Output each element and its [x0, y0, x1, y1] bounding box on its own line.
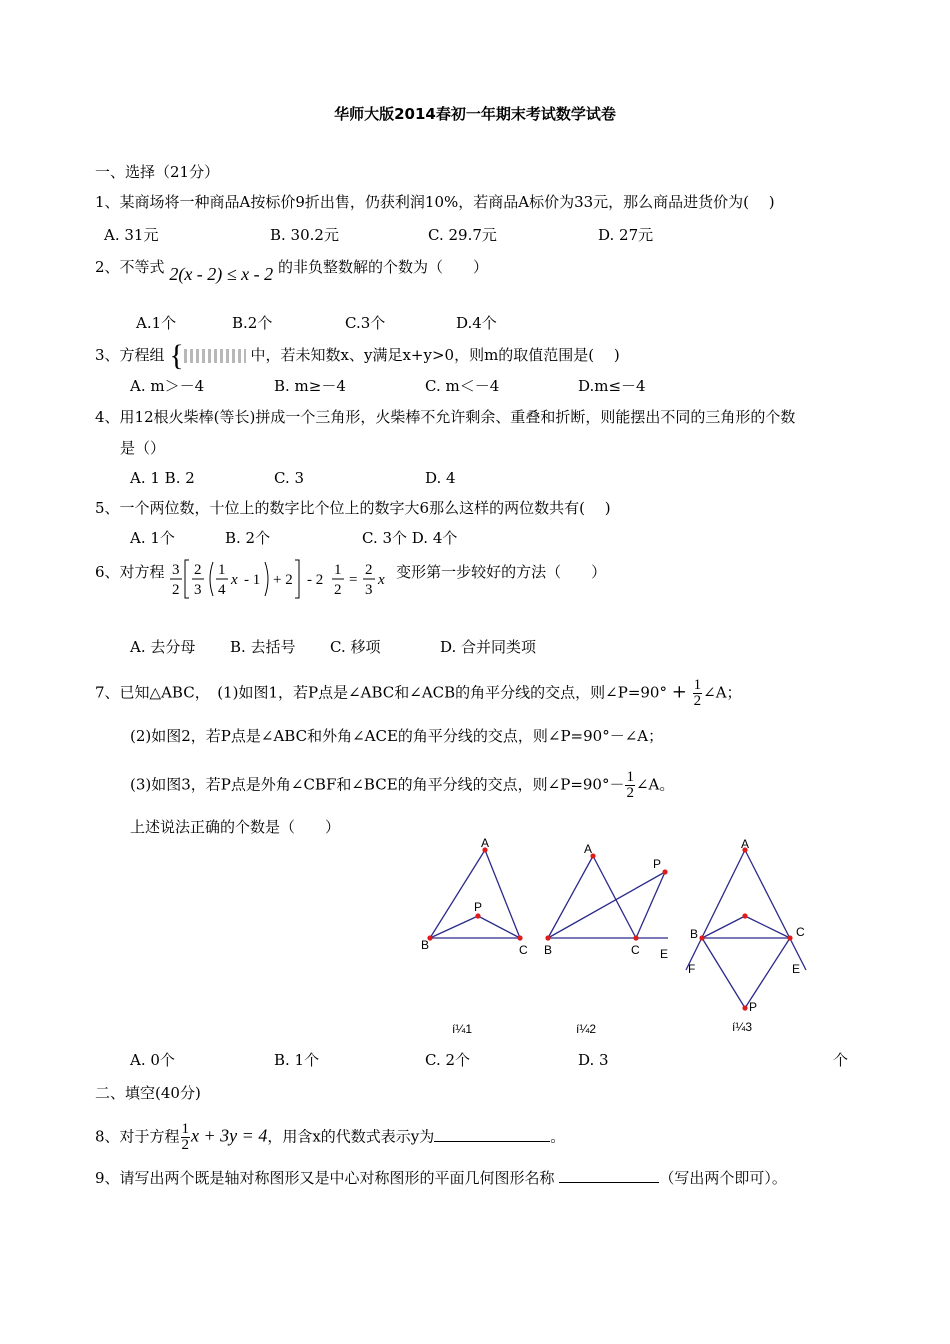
fig2-label-e: E [660, 947, 669, 961]
question-7-line-3 [130, 770, 674, 801]
q7-figures [410, 830, 870, 1040]
fig2-label-b: B [544, 943, 553, 957]
fig1-caption: í¼1 [452, 1022, 473, 1036]
svg-text:2: 2 [194, 562, 202, 578]
q7-line3-end: ∠A。 [635, 775, 675, 794]
svg-text:3: 3 [172, 562, 180, 578]
question-7-line-2: (2)如图2，若P点是∠ABC和外角∠ACE的角平分线的交点，则∠P=90°－∠A； [130, 727, 664, 745]
svg-text:3: 3 [365, 582, 373, 598]
q3-system-brace: { [169, 339, 184, 372]
q7-half-fraction-1: $\frac{1}{2}$ [693, 677, 702, 709]
q3-option-a: A. m＞－4 [130, 377, 205, 395]
fig3-label-a: A [741, 837, 750, 851]
section-fill-heading: 二、填空(40分) [95, 1084, 201, 1102]
q1-option-a: A. 31元 [104, 226, 159, 244]
q7-half-fraction-2: $\frac{1}{2}$ [626, 769, 634, 801]
svg-text:4: 4 [218, 582, 226, 598]
q2-prefix: 2、不等式 [95, 258, 165, 276]
svg-text:2: 2 [172, 582, 180, 598]
svg-text:2: 2 [365, 562, 373, 578]
question-6 [95, 562, 644, 602]
fig2-label-p: P [653, 857, 662, 871]
fig3-label-c: C [796, 925, 805, 939]
q2-option-d: D.4个 [456, 314, 497, 332]
q6-suffix: 变形第一步较好的方法（ ） [396, 563, 607, 581]
fig3-label-b: B [690, 927, 699, 941]
q5-option-b: B. 2个 [225, 529, 271, 547]
question-5: 5、一个两位数，十位上的数字比个位上的数字大6那么这样的两位数共有( ) [95, 499, 611, 517]
q9-text: 9、请写出两个既是轴对称图形又是中心对称图形的平面几何图形名称 [95, 1169, 555, 1187]
question-9 [95, 1168, 787, 1188]
q2-inequality: 2(x - 2) ≤ x - 2 [169, 264, 274, 284]
q3-option-b: B. m≥－4 [274, 377, 346, 395]
q4-option-d: D. 4 [425, 469, 456, 487]
q8-prefix: 8、对于方程 [95, 1127, 180, 1146]
q2-option-a: A.1个 [136, 314, 177, 332]
q6-option-b: B. 去括号 [230, 638, 296, 656]
q8-equation: x + 3y = 4 [191, 1125, 268, 1146]
question-2 [95, 256, 488, 284]
q7-line1-text: 7、已知△ABC， (1)如图1，若P点是∠ABC和∠ACB的角平分线的交点，则∠P=90° [95, 683, 667, 702]
q3-option-c: C. m＜－4 [425, 377, 500, 395]
q9-suffix: （写出两个即可）。 [659, 1169, 787, 1187]
section-choice-heading: 一、选择（21分） [95, 163, 220, 181]
question-7-line-1: 7、已知△ABC， (1)如图1，若P点是∠ABC和∠ACB的角平分线的交点，则∠P=90° + $\frac{1}{2}$ ∠A； [95, 677, 742, 709]
fig1-label-c: C [519, 943, 528, 957]
q3-system-image [184, 349, 246, 363]
fig2-label-a: A [584, 842, 593, 856]
q1-option-d: D. 27元 [598, 226, 654, 244]
fig3-caption: í¼3 [732, 1020, 753, 1034]
q1-option-c: C. 29.7元 [428, 226, 497, 244]
fig3-label-e: E [792, 962, 801, 976]
fig3-label-p: P [749, 1000, 758, 1014]
q9-answer-blank[interactable] [559, 1168, 659, 1183]
q4-option-c: C. 3 [274, 469, 305, 487]
q5-option-a: A. 1个 [130, 529, 175, 547]
question-4-line-1: 4、用12根火柴棒(等长)拼成一个三角形，火柴棒不允许剩余、重叠和折断，则能摆出不同的三角形的个数 [95, 408, 796, 426]
q7-option-b: B. 1个 [274, 1051, 320, 1069]
fig2-caption: í¼2 [576, 1022, 597, 1036]
q7-option-d-unit: 个 [833, 1051, 849, 1069]
q6-prefix: 6、对方程 [95, 563, 165, 581]
fig2-label-c: C [631, 943, 640, 957]
q5-option-cd: C. 3个 D. 4个 [362, 529, 458, 547]
q8-answer-blank[interactable] [434, 1127, 550, 1142]
svg-text:1: 1 [334, 562, 342, 578]
q6-option-a: A. 去分母 [130, 638, 196, 656]
fig3-label-f: F [688, 962, 696, 976]
svg-text:x: x [378, 572, 385, 588]
svg-text:- 1: - 1 [244, 572, 261, 588]
q2-suffix: 的非负整数解的个数为（ ） [277, 258, 488, 276]
q6-option-c: C. 移项 [330, 638, 381, 656]
svg-text:1: 1 [218, 562, 226, 578]
question-1: 1、某商场将一种商品A按标价9折出售，仍获利润10%，若商品A标价为33元，那么商品进货价为( ) [95, 193, 775, 211]
q3-suffix: 中，若未知数x、y满足x+y>0，则m的取值范围是( ) [250, 346, 620, 364]
q2-option-b: B.2个 [232, 314, 273, 332]
q8-suffix: ，用含x的代数式表示y为 [267, 1127, 435, 1146]
svg-text:x: x [231, 572, 238, 588]
q1-option-b: B. 30.2元 [270, 226, 339, 244]
question-8 [95, 1122, 565, 1153]
question-3 [95, 339, 620, 372]
fig1-label-b: B [421, 938, 430, 952]
q7-option-d: D. 3 [578, 1051, 609, 1069]
q7-option-a: A. 0个 [130, 1051, 175, 1069]
q8-half-fraction: $\frac{1}{2}$ [181, 1121, 190, 1153]
q6-equation [169, 556, 429, 602]
q7-line1-end: ∠A； [703, 683, 742, 702]
svg-text:+ 2: + 2 [273, 572, 294, 588]
question-7-prompt: 上述说法正确的个数是（ ） [130, 818, 341, 836]
question-4-line-2: 是（） [120, 439, 166, 457]
svg-text:- 2: - 2 [307, 572, 324, 588]
q6-option-d: D. 合并同类项 [440, 638, 537, 656]
fig1-label-a: A [481, 836, 490, 850]
q7-option-c: C. 2个 [425, 1051, 471, 1069]
exam-title: 华师大版2014春初一年期末考试数学试卷 [334, 105, 616, 123]
svg-text:2: 2 [334, 582, 342, 598]
svg-text:3: 3 [194, 582, 202, 598]
q7-line3-text: (3)如图3，若P点是外角∠CBF和∠BCE的角平分线的交点，则∠P=90°－ [130, 775, 625, 794]
svg-text:=: = [349, 572, 358, 588]
fig1-label-p: P [474, 900, 483, 914]
q4-option-ab: A. 1 B. 2 [130, 469, 195, 487]
q3-option-d: D.m≤－4 [578, 377, 646, 395]
q3-prefix: 3、方程组 [95, 346, 165, 364]
q8-end: 。 [550, 1127, 566, 1146]
q2-option-c: C.3个 [345, 314, 386, 332]
